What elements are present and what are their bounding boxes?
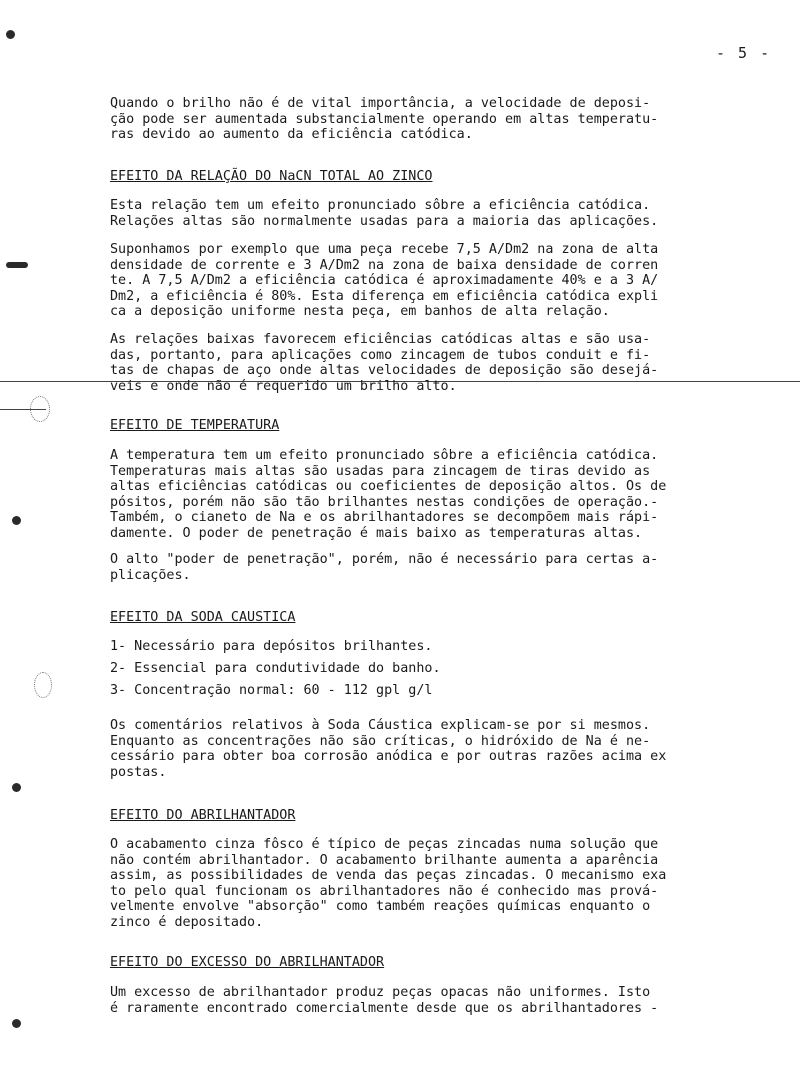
punch-hole-mark — [12, 783, 21, 792]
fold-line-short — [0, 409, 46, 410]
paragraph-throwing-power: O alto "poder de penetração", porém, não é necessário para certas a- plicações. — [110, 552, 659, 583]
list-item: 1- Necessário para depósitos brilhantes. — [110, 639, 433, 654]
punch-hole-mark — [12, 516, 21, 525]
heading-caustic-soda: EFEITO DA SODA CAUSTICA — [110, 610, 296, 625]
punch-hole-mark — [12, 1019, 21, 1028]
punch-hole-mark — [6, 30, 15, 39]
heading-brightener: EFEITO DO ABRILHANTADOR — [110, 808, 296, 823]
heading-excess-brightener: EFEITO DO EXCESSO DO ABRILHANTADOR — [110, 955, 385, 970]
paragraph-temperature: A temperatura tem um efeito pronunciado sôbre a eficiência catódica. Temperaturas mais altas são usadas para zincagem de tiras devido as altas eficiências catódicas ou coeficientes de deposição altos. Os de pósitos, porém não são tão brilhantes nestas condições de operação.- Também, o cianeto de Na e os abrilhantadores se decompõem mais rápi- damente. O poder de penetração é mais baixo as temperaturas altas. — [110, 448, 667, 541]
heading-nacn-ratio: EFEITO DA RELAÇÃO DO NaCN TOTAL AO ZINCO — [110, 169, 433, 184]
list-item: 2- Essencial para condutividade do banho. — [110, 661, 441, 676]
paragraph-ratio-effect: Esta relação tem um efeito pronunciado sôbre a eficiência catódica. Relações altas são normalmente usadas para a maioria das aplicações. — [110, 198, 659, 229]
page-number: - 5 - — [716, 44, 772, 62]
list-item: 3- Concentração normal: 60 - 112 gpl g/l — [110, 683, 433, 698]
caustic-soda-list — [110, 639, 441, 705]
paragraph-caustic-comments: Os comentários relativos à Soda Cáustica explicam-se por si mesmos. Enquanto as concentrações não são críticas, o hidróxido de Na é ne- cessário para obter boa corrosão anódica e por outras razões acima ex postas. — [110, 718, 667, 780]
binding-mark — [6, 262, 28, 268]
paragraph-intro: Quando o brilho não é de vital importância, a velocidade de deposi- ção pode ser aumentada substancialmente operando em altas temperatu- ras devido ao aumento da eficiência catódica. — [110, 96, 659, 143]
heading-temperature: EFEITO DE TEMPERATURA — [110, 418, 280, 433]
paragraph-low-ratio: As relações baixas favorecem eficiências catódicas altas e são usa- das, portanto, para aplicações como zincagem de tubos conduit e fi- tas de chapas de aço onde altas velocidades de deposição são desejá- veis e onde não é requerido um brilho alto. — [110, 332, 659, 394]
paragraph-excess-brightener: Um excesso de abrilhantador produz peças opacas não uniformes. Isto é raramente encontrado comercialmente desde que os abrilhantadores - — [110, 985, 659, 1016]
paragraph-ratio-example: Suponhamos por exemplo que uma peça recebe 7,5 A/Dm2 na zona de alta densidade de corrente e 3 A/Dm2 na zona de baixa densidade de corren te. A 7,5 A/Dm2 a eficiência catódica é aproximadamente 40% e a 3 A/ Dm2, a eficiência é 80%. Esta diferença em eficiência catódica expli ca a deposição uniforme nesta peça, em banhos de alta relação. — [110, 242, 659, 320]
paragraph-brightener: O acabamento cinza fôsco é típico de peças zincadas numa solução que não contém abrilhantador. O acabamento brilhante aumenta a aparência assim, as possibilidades de venda das peças zincadas. O mecanismo exa to pelo qual funcionam os abrilhantadores não é conhecido mas prová- velmente envolve "absorção" como também reações químicas enquanto o zinco é depositado. — [110, 837, 667, 930]
hole-outline-mark — [34, 672, 52, 698]
